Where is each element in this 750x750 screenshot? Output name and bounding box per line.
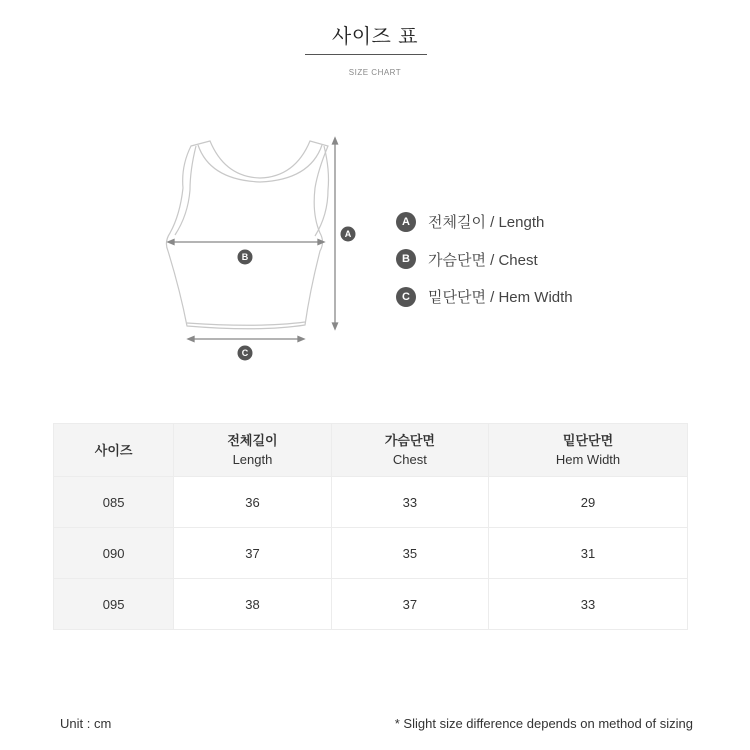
cell-hem-width: 29 [489,477,688,528]
cell-hem-width: 31 [489,528,688,579]
header-length: 전체길이 Length [174,424,331,477]
sizing-note: * Slight size difference depends on method of sizing [394,716,693,731]
badge-b-icon: B [396,249,416,269]
legend-item-length [396,203,573,241]
header-chest: 가슴단면 Chest [331,424,488,477]
header-hem-width: 밑단단면 Hem Width [489,424,688,477]
svg-text:A: A [344,229,352,239]
cell-chest: 35 [331,528,488,579]
cell-length: 36 [174,477,331,528]
cell-length: 38 [174,579,331,630]
table-row [54,477,688,528]
garment-diagram [150,130,370,370]
svg-text:B: B [241,252,249,262]
cell-size: 090 [54,528,174,579]
cell-chest: 37 [331,579,488,630]
cell-size: 095 [54,579,174,630]
badge-a-icon: A [396,212,416,232]
table-header-row [54,424,688,477]
legend-item-chest [396,241,573,279]
badge-c-icon: C [396,287,416,307]
cell-hem-width: 33 [489,579,688,630]
page-title: 사이즈 표 [331,24,419,48]
svg-text:C: C [241,348,249,358]
unit-label: Unit : cm [60,716,112,731]
title-divider [305,54,427,55]
cell-chest: 33 [331,477,488,528]
cell-size: 085 [54,477,174,528]
table-row [54,579,688,630]
legend-label: 밑단단면 / Hem Width [428,289,573,307]
legend-label: 가슴단면 / Chest [428,251,538,269]
table-row [54,528,688,579]
crop-top-diagram-icon [150,130,370,370]
legend-label: 전체길이 / Length [428,214,545,232]
page-subtitle: SIZE CHART [348,68,402,77]
header-size: 사이즈 [54,424,174,477]
legend-item-hem-width [396,278,573,316]
measurement-legend [396,203,573,316]
size-table [53,423,688,630]
cell-length: 37 [174,528,331,579]
